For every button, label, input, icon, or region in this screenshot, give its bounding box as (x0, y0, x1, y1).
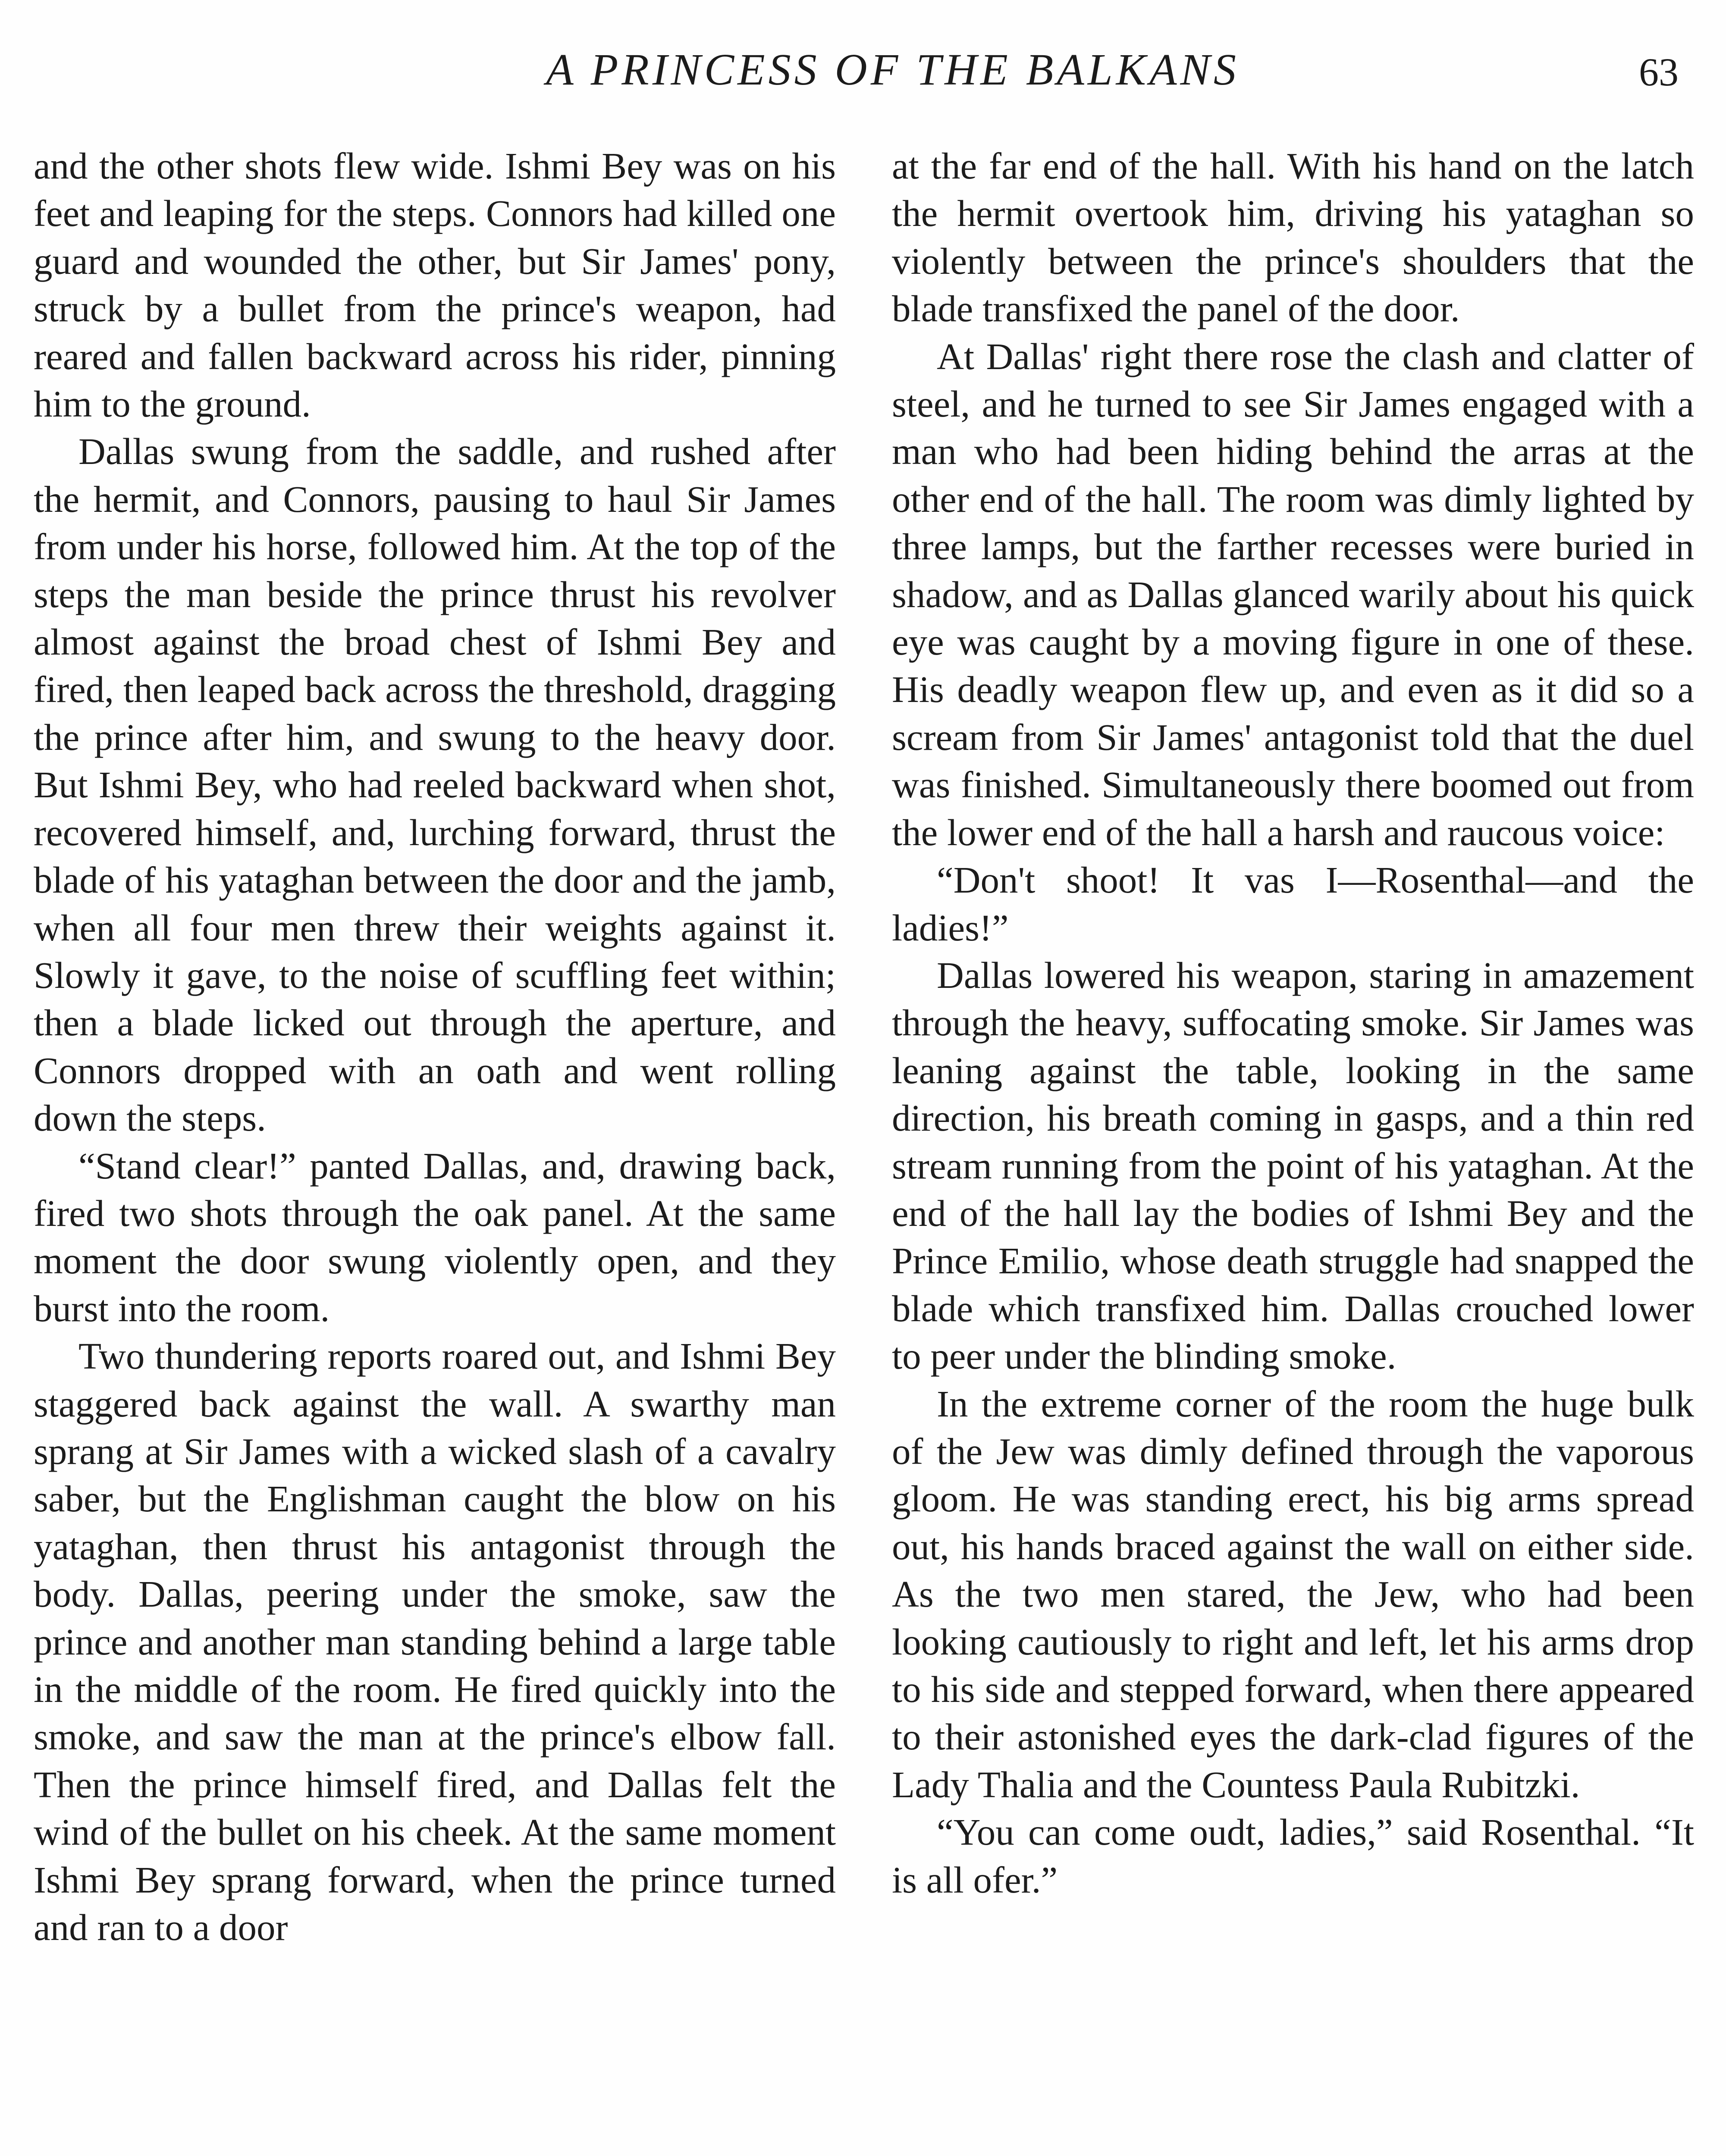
left-paragraph-2: Dallas swung from the saddle, and rushed after the hermit, and Connors, pausing to haul Sir James from under his horse, followed him. At the top of the steps the man beside the prince thrust his revolver almost against the broad chest of Ishmi Bey and fired, then leaped back across the threshold, dragging the prince after him, and swung to the heavy door. But Ishmi Bey, who had reeled backward when shot, recovered himself, and, lurching forward, thrust the blade of his yataghan between the door and the jamb, when all four men threw their weights against it. Slowly it gave, to the noise of scuffling feet within; then a blade licked out through the aperture, and Connors dropped with an oath and went rolling down the steps. (34, 430, 836, 1139)
left-paragraph-3: “Stand clear!” panted Dallas, and, drawing back, fired two shots through the oak panel. At the same moment the door swung violently open, and they burst into the room. (34, 1144, 836, 1329)
right-paragraph-3: “Don't shoot! It vas I—Rosenthal—and the ladies!” (892, 859, 1694, 949)
right-column (892, 142, 1694, 1904)
left-paragraph-4: Two thundering reports roared out, and Ishmi Bey staggered back against the wall. A swarthy man sprang at Sir James with a wicked slash of a cavalry saber, but the Englishman caught the blow on his yataghan, then thrust his antagonist through the body. Dallas, peering under the smoke, saw the prince and another man standing behind a large table in the middle of the room. He fired quickly into the smoke, and saw the man at the prince's elbow fall. Then the prince himself fired, and Dallas felt the wind of the bullet on his cheek. At the same moment Ishmi Bey sprang forward, when the prince turned and ran to a door (34, 1335, 836, 1949)
right-paragraph-5: In the extreme corner of the room the huge bulk of the Jew was dimly defined through the vaporous gloom. He was standing erect, his big arms spread out, his hands braced against the wall on either side. As the two men stared, the Jew, who had been looking cautiously to right and left, let his arms drop to his side and stepped forward, when there appeared to their astonished eyes the dark-clad figures of the Lady Thalia and the Countess Paula Rubitzki. (892, 1382, 1694, 1805)
right-paragraph-1: at the far end of the hall. With his hand on the latch the hermit overtook him, driving his yataghan so violently between the prince's shoulders that the blade transfixed the panel of the door. (892, 145, 1694, 330)
right-paragraph-6: “You can come oudt, ladies,” said Rosenthal. “It is all ofer.” (892, 1811, 1694, 1901)
page-number: 63 (1639, 50, 1679, 94)
left-column (34, 142, 836, 1951)
right-paragraph-2: At Dallas' right there rose the clash and clatter of steel, and he turned to see Sir James engaged with a man who had been hiding behind the arras at the other end of the hall. The room was dimly lighted by three lamps, but the farther recesses were buried in shadow, and as Dallas glanced warily about his quick eye was caught by a moving figure in one of these. His deadly weapon flew up, and even as it did so a scream from Sir James' antagonist told that the duel was finished. Simultaneously there boomed out from the lower end of the hall a harsh and raucous voice: (892, 335, 1694, 853)
running-head (0, 40, 1726, 100)
left-paragraph-1: and the other shots flew wide. Ishmi Bey was on his feet and leaping for the steps. Connors had killed one guard and wounded the other, but Sir James' pony, struck by a bullet from the prince's weapon, had reared and fallen backward across his rider, pinning him to the ground. (34, 145, 836, 425)
right-paragraph-4: Dallas lowered his weapon, staring in amazement through the heavy, suffocating smoke. Sir James was leaning against the table, looking in the same direction, his breath coming in gasps, and a thin red stream running from the point of his yataghan. At the end of the hall lay the bodies of Ishmi Bey and the Prince Emilio, whose death struggle had snapped the blade which transfixed him. Dallas crouched lower to peer under the blinding smoke. (892, 954, 1694, 1377)
running-title: A PRINCESS OF THE BALKANS (546, 45, 1240, 94)
